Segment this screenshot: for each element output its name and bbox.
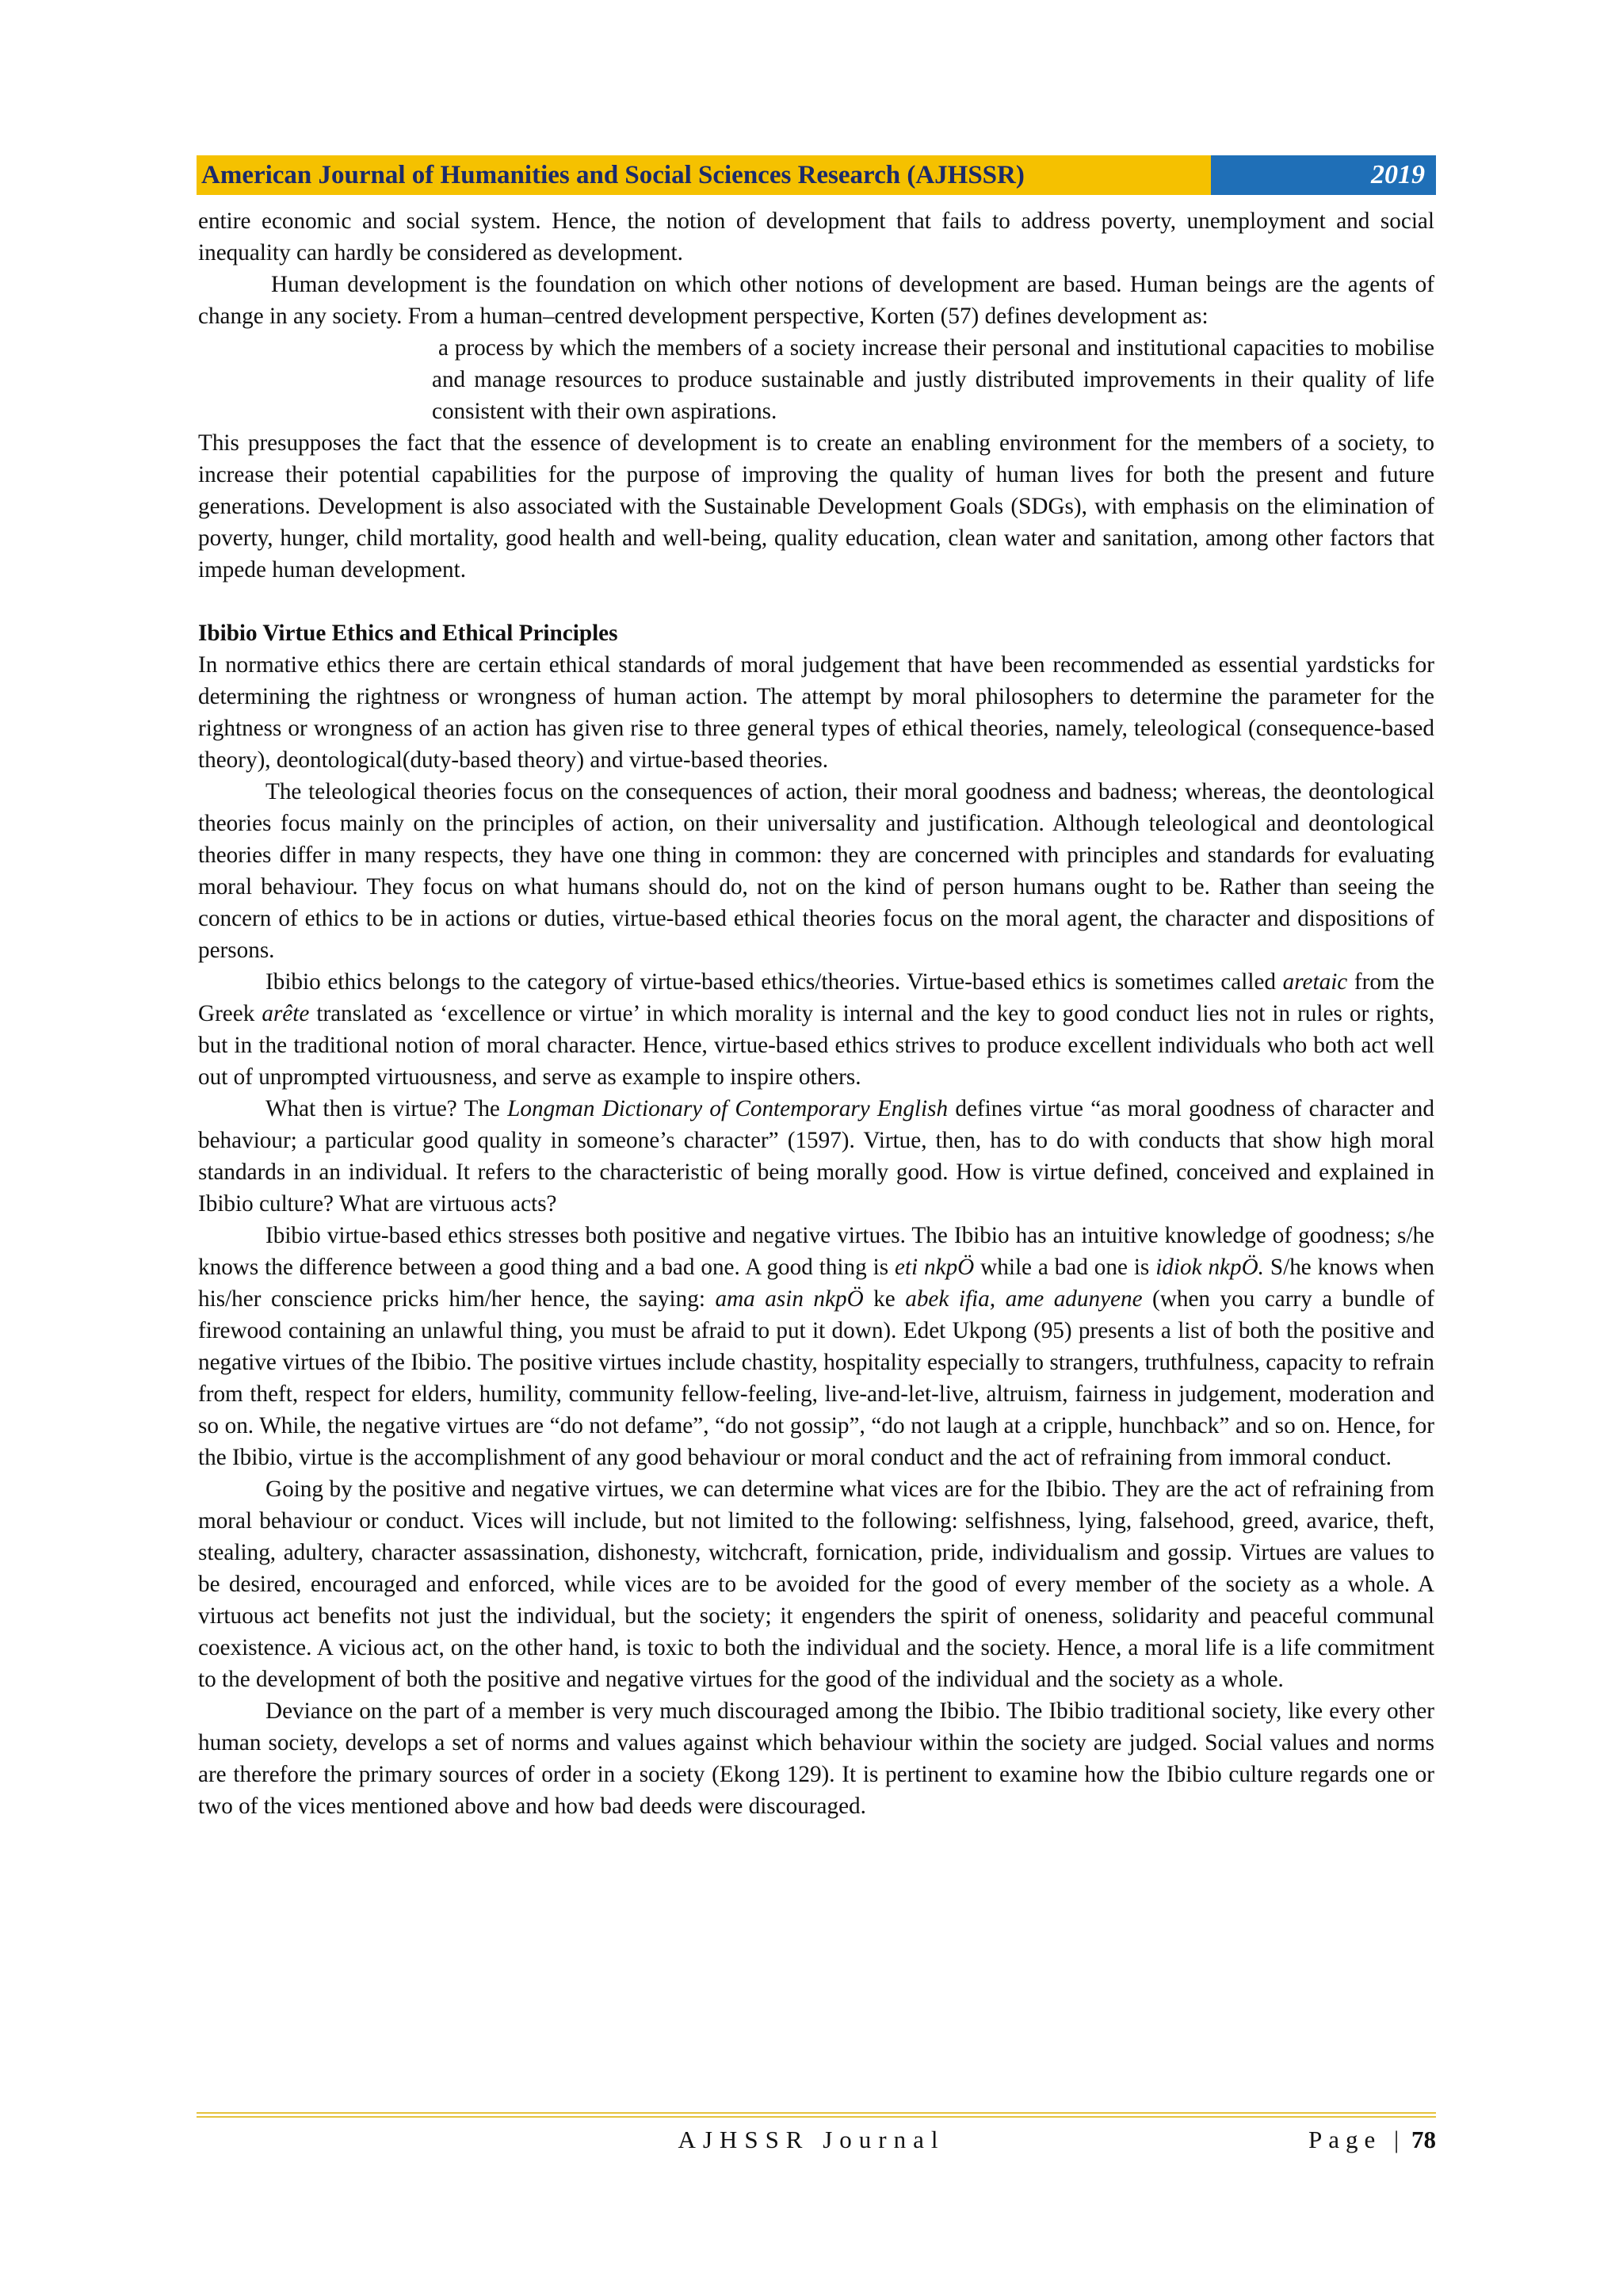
paragraph: This presupposes the fact that the essence of development is to create an enabling environment for the members of a society, to increase their potential capabilities for the purpose of improving the quality of human lives for both the present and future generations. Development is also associated with the Sustainable Development Goals (SDGs), with emphasis on the elimination of poverty, hunger, child mortality, good health and well-being, quality education, clean water and sanitation, among other factors that impede human development. [198, 430, 1434, 583]
journal-header [197, 155, 1436, 195]
text-run: What then is virtue? The [265, 1096, 508, 1121]
footer-divider [197, 2112, 1436, 2118]
text-run: defines virtue “as moral goodness of character and behaviour; a particular good quality in someone’s character” (1597). Virtue, then, has to do with conducts that show high moral standards in an individual. It refers to the characteristic of being morally good. How is virtue defined, conceived and explained in Ibibio culture? What are virtuous acts? [198, 1096, 1434, 1217]
article-body [198, 205, 1434, 1822]
footer-journal-name: AJHSSR Journal [678, 2126, 945, 2153]
paragraph: entire economic and social system. Hence, the notion of development that fails to address poverty, unemployment and social inequality can hardly be considered as development. [198, 208, 1434, 266]
paragraph: The teleological theories focus on the consequences of action, their moral goodness and badness; whereas, the deontological theories focus mainly on the principles of action, on their universality and justification. Although teleological and deontological theories differ in many respects, they have one thing in common: they are concerned with principles and standards for evaluating moral behaviour. They focus on what humans should do, not on the kind of person humans ought to be. Rather than seeing the concern of ethics to be in actions or duties, virtue-based ethical theories focus on the moral agent, the character and dispositions of persons. [198, 779, 1434, 963]
text-run: Ibibio ethics belongs to the category of virtue-based ethics/theories. Virtue-based ethics is sometimes called [265, 969, 1283, 995]
journal-year: 2019 [1211, 155, 1436, 195]
text-run: while a bad one is [974, 1255, 1156, 1280]
paragraph: In normative ethics there are certain ethical standards of moral judgement that have been recommended as essential yardsticks for determining the rightness or wrongness of human action. The attempt by moral philosophers to determine the parameter for the rightness or wrongness of an action has given rise to three general types of ethical theories, namely, teleological (consequence-based theory), deontological(duty-based theory) and virtue-based theories. [198, 652, 1434, 773]
paragraph [198, 1220, 1434, 1473]
paragraph [198, 966, 1434, 1093]
italic-term: aretaic [1282, 969, 1348, 995]
italic-term: abek ifia, ame adunyene [905, 1286, 1143, 1312]
page-number-block [1308, 2126, 1436, 2154]
italic-title: Longman Dictionary of Contemporary English [507, 1096, 949, 1121]
page-number: 78 [1411, 2126, 1436, 2153]
page-label: Page | [1308, 2126, 1406, 2153]
text-run: ke [863, 1286, 906, 1312]
italic-term: idiok nkpÖ. [1155, 1255, 1264, 1280]
journal-title: American Journal of Humanities and Social Sciences Research (AJHSSR) [197, 155, 1211, 195]
paragraph: Deviance on the part of a member is very much discouraged among the Ibibio. The Ibibio traditional society, like every other human society, develops a set of norms and values against which behaviour within the society are judged. Social values and norms are therefore the primary sources of order in a society (Ekong 129). It is pertinent to examine how the Ibibio culture regards one or two of the vices mentioned above and how bad deeds were discouraged. [198, 1698, 1434, 1819]
italic-term: eti nkpÖ [894, 1255, 975, 1280]
text-run: from the Greek [198, 969, 1434, 1026]
section-heading: Ibibio Virtue Ethics and Ethical Principles [198, 621, 618, 646]
italic-term: arête [262, 1001, 310, 1026]
text-run: translated as ‘excellence or virtue’ in which morality is internal and the key to good conduct lies not in rules or rights, but in the traditional notion of moral character. Hence, virtue-based ethics strives to produce excellent individuals who both act well out of unprompted virtuousness, and serve as example to inspire others. [198, 1001, 1434, 1090]
text-run: S/he knows when his/her conscience pricks him/her hence, the saying: [198, 1255, 1434, 1312]
italic-term: ama asin nkpÖ [715, 1286, 864, 1312]
paragraph [198, 1093, 1434, 1220]
block-quote: a process by which the members of a society increase their personal and institutional capacities to mobilise and manage resources to produce sustainable and justly distributed improvements in their quality of life consistent with their own aspirations. [432, 335, 1434, 424]
text-run: (when you carry a bundle of firewood containing an unlawful thing, you must be afraid to put it down). Edet Ukpong (95) presents a list of both the positive and negative virtues of the Ibibio. The positive virtues include chastity, hospitality especially to strangers, truthfulness, capacity to refrain from theft, respect for elders, humility, community fellow-feeling, live-and-let-live, altruism, fairness in judgement, moderation and so on. While, the negative virtues are “do not defame”, “do not gossip”, “do not laugh at a cripple, hunchback” and so on. Hence, for the Ibibio, virtue is the accomplishment of any good behaviour or moral conduct and the act of refraining from immoral conduct. [198, 1286, 1434, 1470]
paragraph: Human development is the foundation on which other notions of development are based. Human beings are the agents of change in any society. From a human–centred development perspective, Korten (57) defines development as: [198, 272, 1434, 329]
text-run: Ibibio virtue-based ethics stresses both positive and negative virtues. The Ibibio has an intuitive knowledge of goodness; s/he knows the difference between a good thing and a bad one. A good thing is [198, 1223, 1434, 1280]
paragraph: Going by the positive and negative virtues, we can determine what vices are for the Ibibio. They are the act of refraining from moral behaviour or conduct. Vices will include, but not limited to the following: selfishness, lying, falsehood, greed, avarice, theft, stealing, adultery, character assassination, dishonesty, witchcraft, fornication, pride, individualism and gossip. Virtues are values to be desired, encouraged and enforced, while vices are to be avoided for the good of every member of the society as a whole. A virtuous act benefits not just the individual, but the society; it engenders the spirit of oneness, solidarity and peaceful communal coexistence. A vicious act, on the other hand, is toxic to both the individual and the society. Hence, a moral life is a life commitment to the development of both the positive and negative virtues for the good of the individual and the society as a whole. [198, 1477, 1434, 1692]
